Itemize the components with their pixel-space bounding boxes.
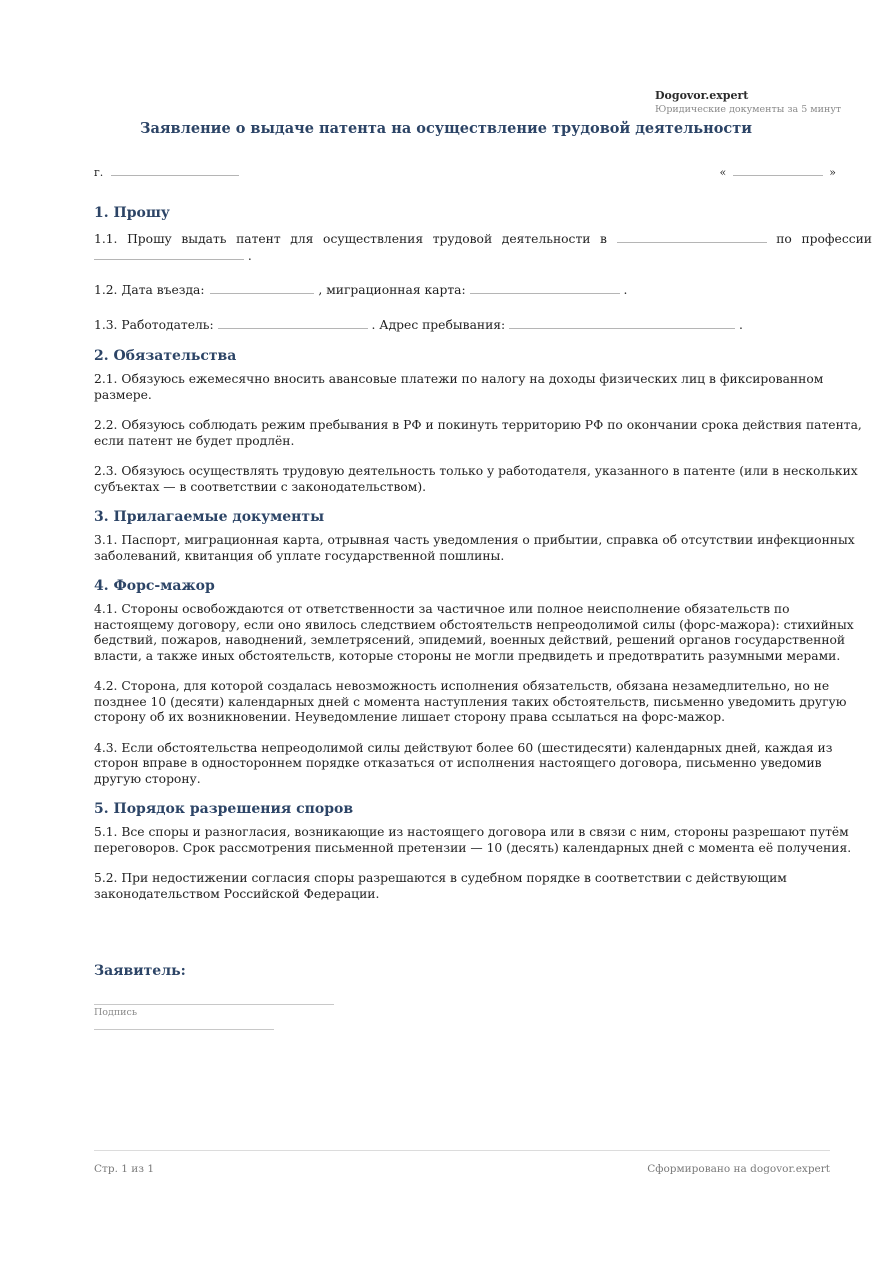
clause-2-3: 2.3. Обязуюсь осуществлять трудовую деятельность только у работодателя, указанного в патенте (или в нескольких субъектах — в соответствии с законодательством). [94,464,858,494]
clause-3-1: 3.1. Паспорт, миграционная карта, отрывная часть уведомления о прибытии, справка об отсутствии инфекционных заболеваний, квитанция об уплате государственной пошлины. [94,533,855,563]
clause-1-2 [94,282,872,299]
clause-1-3 [94,317,872,334]
entry-date-blank [210,282,314,294]
address-blank [509,317,735,329]
clause-5-2: 5.2. При недостижении согласия споры разрешаются в судебном порядке в соответствии с действующим законодательством Российской Федерации. [94,871,787,901]
city-date-row [94,164,836,180]
clause-2-2: 2.2. Обязуюсь соблюдать режим пребывания в РФ и покинуть территорию РФ по окончании срока действия патента, если патент не будет продлён. [94,418,862,448]
signature-block [94,962,186,1018]
clause-1-1 [94,231,872,248]
brand-name: Dogovor.expert [655,89,749,102]
signature-line [94,1004,334,1005]
date-blank [733,164,823,176]
clause-text: . Адрес пребывания: [371,317,506,332]
clause-text: , миграционная карта: [318,283,466,297]
date-close-quote: » [829,166,836,179]
clause-4-2: 4.2. Сторона, для которой создалась невозможность исполнения обязательств, обязана незамедлительно, но не позднее 10 (десяти) календарных дней с момента наступления таких обстоятельств, письменно уведомить другую сторону об их возникновении. Неуведомление лишает сторону права ссылаться на форс-мажор. [94,679,847,724]
signature-label: Подпись [94,1007,138,1018]
name-line [94,1029,274,1030]
generated-note: Сформировано на dogovor.expert [647,1163,830,1175]
clause-1-1-cont [94,248,872,265]
clause-text: 1.3. Работодатель: [94,317,214,332]
section-heading: 1. Прошу [94,205,170,221]
profession-blank [94,248,244,260]
clause-4-1: 4.1. Стороны освобождаются от ответственности за частичное или полное неисполнение обязательств по настоящему договору, если оно явилось следствием обстоятельств непреодолимой силы (форс-мажора): стихийных бедствий, пожаров, наводнений, землетрясений, эпидемий, военных действий, решений органов государственной власти, а также иных обстоятельств, которые стороны не могли предвидеть и предотвратить разумными мерами. [94,602,854,663]
brand-block [655,88,841,117]
clause-5-1: 5.1. Все споры и разногласия, возникающие из настоящего договора или в связи с ним, стороны разрешают путём переговоров. Срок рассмотрения письменной претензии — 10 (десять) календарных дней с момента её получения. [94,825,852,855]
clause-text: . [247,248,252,263]
footer-divider [94,1150,830,1151]
clause-text: . [623,283,628,297]
clause-text: . [739,317,743,332]
clause-2-1: 2.1. Обязуюсь ежемесячно вносить авансовые платежи по налогу на доходы физических лиц в фиксированном размере. [94,372,824,402]
page-number: Стр. 1 из 1 [94,1163,155,1175]
date-field [720,164,836,179]
section-heading: 5. Порядок разрешения споров [94,801,354,817]
migration-card-blank [470,282,620,294]
city-blank [111,164,239,176]
document-body [94,204,872,902]
city-prefix: г. [94,166,104,179]
brand-tagline: Юридические документы за 5 минут [655,104,842,115]
document-title: Заявление о выдаче патента на осуществление трудовой деятельности [139,120,753,137]
date-open-quote: « [719,166,727,179]
section-heading: 3. Прилагаемые документы [94,509,325,525]
region-blank [617,231,767,243]
section-heading: 2. Обязательства [94,348,237,364]
clause-text: 1.2. Дата въезда: [94,283,205,297]
clause-4-3: 4.3. Если обстоятельства непреодолимой силы действуют более 60 (шестидесяти) календарных дней, каждая из сторон вправе в одностороннем порядке отказаться от исполнения настоящего договора, письменно уведомив другую сторону. [94,740,833,786]
employer-blank [218,317,368,329]
clause-text: 1.1. Прошу выдать патент для осуществления трудовой деятельности в [94,232,607,246]
clause-text: по профессии [776,232,872,246]
section-heading: 4. Форс-мажор [94,578,215,594]
city-field [94,164,239,179]
applicant-heading: Заявитель: [94,963,186,979]
